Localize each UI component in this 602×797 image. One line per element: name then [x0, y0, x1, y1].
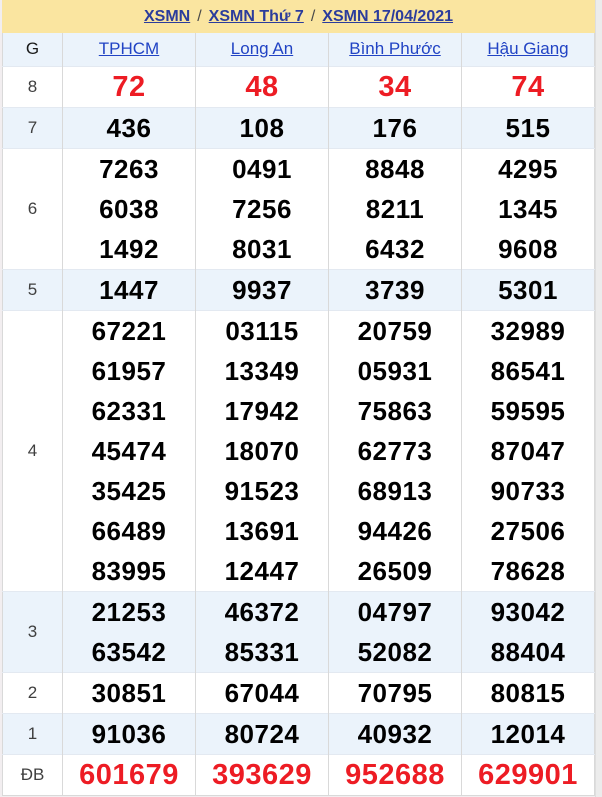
breadcrumb [2, 0, 595, 33]
column-header-g: G [25, 39, 40, 59]
prize-group-label: 1 [27, 723, 38, 743]
column-header-cell [462, 33, 595, 66]
prize-cell [462, 754, 595, 795]
prize-number: 436 [106, 112, 152, 143]
column-link-tphcm[interactable]: TPHCM [98, 39, 160, 59]
prize-number: 7256 [232, 193, 292, 224]
prize-cell [329, 148, 462, 269]
prize-cell [329, 713, 462, 754]
results-table [2, 33, 595, 796]
prize-number: 67221 [91, 315, 167, 346]
prize-row-8 [3, 66, 595, 107]
results-content [2, 0, 595, 796]
prize-cell [196, 672, 329, 713]
prize-number: 4295 [498, 153, 558, 184]
breadcrumb-link-xsmn-thu-7[interactable]: XSMN Thứ 7 [208, 7, 304, 25]
breadcrumb-link-xsmn-date[interactable]: XSMN 17/04/2021 [322, 7, 454, 25]
prize-cell [63, 713, 196, 754]
prize-number: 5301 [498, 274, 558, 305]
prize-cell [462, 591, 595, 672]
prize-group-label: 3 [27, 621, 38, 641]
prize-number: 70795 [357, 677, 433, 708]
prize-number: 45474 [91, 435, 167, 466]
prize-number: 18070 [224, 435, 300, 466]
prize-number: 1345 [498, 193, 558, 224]
prize-number: 46372 [224, 596, 300, 627]
prize-row-6 [3, 148, 595, 269]
prize-number: 04797 [357, 596, 433, 627]
prize-row-2 [3, 672, 595, 713]
prize-number: 3739 [365, 274, 425, 305]
prize-number: 91523 [224, 475, 300, 506]
breadcrumb-link-xsmn[interactable]: XSMN [143, 7, 191, 25]
prize-number: 8848 [365, 153, 425, 184]
prize-cell [329, 591, 462, 672]
prize-number: 67044 [224, 677, 300, 708]
prize-group-label: 5 [27, 279, 38, 299]
prize-cell [462, 269, 595, 310]
prize-number: 68913 [357, 475, 433, 506]
prize-number: 78628 [490, 555, 566, 586]
breadcrumb-separator: / [197, 7, 202, 25]
prize-number: 74 [511, 70, 545, 103]
prize-number: 40932 [357, 718, 433, 749]
prize-cell [63, 310, 196, 591]
prize-row-7 [3, 107, 595, 148]
breadcrumb-separator: / [310, 7, 316, 25]
prize-number: 8031 [232, 233, 292, 264]
prize-number: 393629 [212, 758, 312, 791]
prize-number: 63542 [91, 636, 167, 667]
prize-number: 629901 [478, 758, 578, 791]
prize-cell [329, 754, 462, 795]
prize-row-5 [3, 269, 595, 310]
prize-number: 59595 [490, 395, 566, 426]
prize-number: 86541 [490, 355, 566, 386]
prize-number: 26509 [357, 555, 433, 586]
prize-number: 91036 [91, 718, 167, 749]
prize-number: 1447 [99, 274, 159, 305]
prize-cell [462, 107, 595, 148]
prize-number: 6038 [99, 193, 159, 224]
prize-row-ĐB [3, 754, 595, 795]
prize-number: 12014 [490, 718, 566, 749]
prize-number: 90733 [490, 475, 566, 506]
prize-cell [329, 269, 462, 310]
prize-cell [196, 107, 329, 148]
column-link-hau-giang[interactable]: Hậu Giang [487, 39, 569, 59]
prize-number: 17942 [224, 395, 300, 426]
results-body [3, 66, 595, 795]
prize-cell [63, 66, 196, 107]
prize-number: 952688 [345, 758, 445, 791]
prize-cell [196, 269, 329, 310]
prize-row-4 [3, 310, 595, 591]
prize-cell [63, 672, 196, 713]
prize-group-label: 6 [27, 198, 38, 218]
prize-cell [63, 754, 196, 795]
prize-cell [462, 713, 595, 754]
prize-group-label: 4 [27, 440, 38, 460]
prize-number: 87047 [490, 435, 566, 466]
prize-number: 88404 [490, 636, 566, 667]
prize-number: 0491 [232, 153, 292, 184]
prize-cell [329, 107, 462, 148]
prize-number: 515 [505, 112, 551, 143]
prize-number: 20759 [357, 315, 433, 346]
prize-cell [196, 591, 329, 672]
column-header-row [3, 33, 595, 66]
prize-number: 52082 [357, 636, 433, 667]
prize-cell [462, 310, 595, 591]
prize-number: 66489 [91, 515, 167, 546]
prize-number: 8211 [365, 193, 425, 224]
prize-number: 62331 [91, 395, 167, 426]
prize-cell [329, 310, 462, 591]
prize-number: 35425 [91, 475, 167, 506]
prize-cell [462, 148, 595, 269]
prize-number: 30851 [91, 677, 167, 708]
prize-number: 13691 [224, 515, 300, 546]
prize-number: 75863 [357, 395, 433, 426]
prize-number: 6432 [365, 233, 425, 264]
prize-cell [196, 713, 329, 754]
column-header-cell [329, 33, 462, 66]
prize-number: 108 [239, 112, 285, 143]
prize-row-3 [3, 591, 595, 672]
prize-number: 34 [378, 70, 412, 103]
prize-cell [462, 66, 595, 107]
prize-group-label: 7 [27, 117, 38, 137]
prize-number: 80815 [490, 677, 566, 708]
prize-cell [63, 148, 196, 269]
prize-group-label: ĐB [20, 764, 45, 784]
prize-number: 48 [245, 70, 279, 103]
prize-number: 9608 [498, 233, 558, 264]
prize-number: 93042 [490, 596, 566, 627]
prize-cell [329, 672, 462, 713]
prize-number: 7263 [99, 153, 159, 184]
prize-number: 94426 [357, 515, 433, 546]
prize-cell [63, 591, 196, 672]
prize-cell [196, 310, 329, 591]
prize-number: 80724 [224, 718, 300, 749]
column-link-binh-phuoc[interactable]: Bình Phước [349, 39, 441, 59]
column-header-cell [196, 33, 329, 66]
prize-group-label: 8 [27, 76, 38, 96]
prize-cell [196, 66, 329, 107]
prize-cell [329, 66, 462, 107]
prize-number: 05931 [357, 355, 433, 386]
column-header-cell [63, 33, 196, 66]
prize-row-1 [3, 713, 595, 754]
prize-number: 03115 [225, 315, 299, 346]
prize-number: 13349 [224, 355, 300, 386]
prize-group-label: 2 [27, 682, 38, 702]
prize-cell [63, 107, 196, 148]
prize-cell [196, 148, 329, 269]
prize-cell [462, 672, 595, 713]
prize-number: 601679 [79, 758, 179, 791]
prize-number: 1492 [99, 233, 159, 264]
prize-number: 61957 [91, 355, 167, 386]
scrollbar-gutter[interactable] [595, 0, 602, 797]
prize-number: 83995 [91, 555, 167, 586]
prize-number: 176 [372, 112, 418, 143]
prize-number: 72 [112, 70, 146, 103]
prize-number: 62773 [357, 435, 433, 466]
column-link-long-an[interactable]: Long An [230, 39, 294, 59]
prize-number: 27506 [490, 515, 566, 546]
prize-number: 32989 [490, 315, 566, 346]
prize-number: 85331 [224, 636, 300, 667]
prize-cell [63, 269, 196, 310]
prize-number: 12447 [224, 555, 300, 586]
prize-number: 21253 [91, 596, 167, 627]
prize-number: 9937 [232, 274, 292, 305]
prize-cell [196, 754, 329, 795]
